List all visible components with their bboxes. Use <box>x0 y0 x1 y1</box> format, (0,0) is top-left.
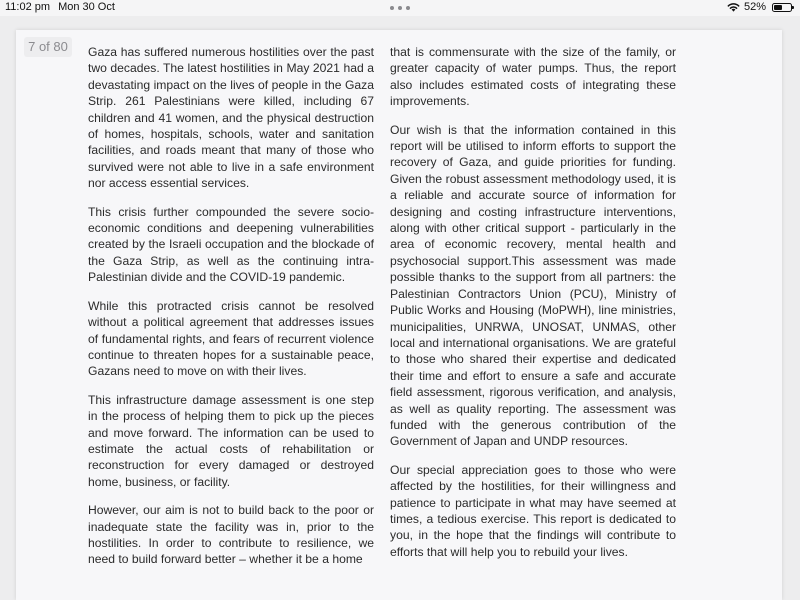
status-time-date <box>5 1 115 13</box>
right-text-column <box>390 44 676 572</box>
paragraph: Our special appreciation goes to those who were affected by the hostilities, for their willingness and patience to participate in what may have seemed at times, a tedious exercise. This report is dedicated to you, in the hope that the findings will contribute to efforts that will help you to rebuild your lives. <box>390 462 676 559</box>
status-indicators <box>727 1 792 13</box>
page-indicator[interactable]: 7 of 80 <box>24 37 72 57</box>
battery-icon <box>772 3 792 12</box>
paragraph: This infrastructure damage assessment is one step in the process of helping them to pick up the pieces and move forward. The information can be used to estimate the actual costs of rehabilitation or reconstruction for every damaged or destroyed home, business, or facility. <box>88 392 374 489</box>
paragraph: that is commensurate with the size of the family, or greater capacity of water pumps. Thus, the report also includes estimated costs of integrating these improvements. <box>390 45 676 109</box>
paragraph: Our wish is that the information contained in this report will be utilised to inform efforts to support the recovery of Gaza, and guide priorities for funding. Given the robust assessment methodology used, it is a reliable and accurate source of information for designing and costing infrastructure interventions, along with other critical support - particularly in the area of economic recovery, mental health and psychosocial support.This assessment was made possible thanks to the support from all partners: the Palestinian Contractors Union (PCU), Ministry of Public Works and Housing (MoPWH), line ministries, municipalities, UNRWA, UNOSAT, UNMAS, other local and international organisations. We are grateful to those who shared their expertise and dedicated their time and effort to ensure a safe and accurate field assessment, rigorous verification, and analysis, as well as quality reporting. The assessment was funded with the generous contribution of the Government of Japan and UNDP resources. <box>390 122 676 449</box>
paragraph: This crisis further compounded the severe socio-economic conditions and deepening vulnerabilities created by the Israeli occupation and the blockade of the Gaza Strip, as well as the continuing intra-Palestinian divide and the COVID-19 pandemic. <box>88 204 374 285</box>
status-date: Mon 30 Oct <box>58 1 115 13</box>
battery-level-fill <box>774 5 782 10</box>
left-text-column <box>88 44 374 580</box>
multitasking-dots-icon[interactable] <box>390 6 410 10</box>
paragraph: Gaza has suffered numerous hostilities over the past two decades. The latest hostilities in May 2021 had a devastating impact on the lives of people in the Gaza Strip. 261 Palestinians were killed, including 67 children and 41 women, and the physical destruction of homes, hospitals, schools, water and sanitation facilities, and roads meant that many of those who survived were not able to live in a safe environment nor access essential services. <box>88 45 374 191</box>
paragraph: While this protracted crisis cannot be resolved without a political agreement that addresses issues of fundamental rights, and fears of recurrent violence continue to threaten hopes for a sustainable peace, Gazans need to move on with their lives. <box>88 298 374 379</box>
wifi-icon <box>727 2 740 12</box>
battery-percentage: 52% <box>743 1 766 13</box>
status-bar <box>0 0 800 16</box>
paragraph: However, our aim is not to build back to the poor or inadequate state the facility was in, prior to the hostilities. In order to contribute to resilience, we need to build forward better – whether it be a home <box>88 503 374 567</box>
status-time: 11:02 pm <box>5 1 51 13</box>
